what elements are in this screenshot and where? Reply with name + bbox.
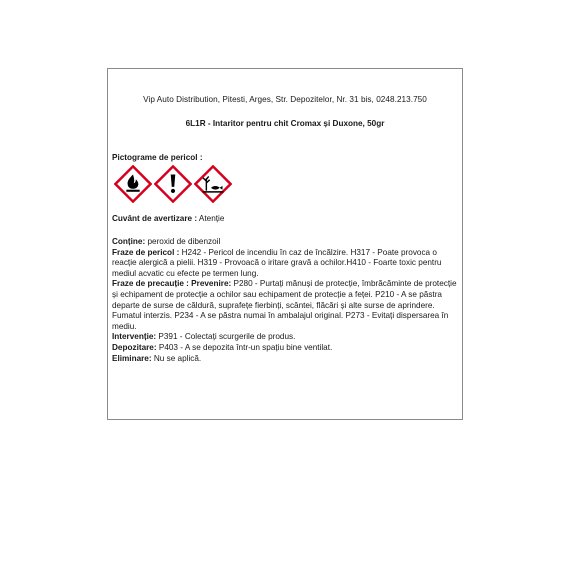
storage-statements (112, 343, 457, 354)
disposal-statements (112, 354, 457, 365)
intervention-label: Intervenție: (112, 332, 157, 342)
intervention-value: P391 - Colectați scurgerile de produs. (156, 332, 296, 342)
signal-word-label: Cuvânt de avertizare : (112, 214, 198, 223)
hazard-value: H242 - Pericol de incendiu în caz de încălzire. H317 - Poate provoca o reacție alergică a pielii. H319 - Provoacă o iritare gravă a ochilor.H410 - Foarte toxic pentru mediul acvatic cu efecte pe termen lung. (112, 247, 442, 278)
product-label (107, 68, 463, 420)
storage-value: P403 - A se depozita într-un spațiu bine ventilat. (156, 342, 333, 352)
contains-value: peroxid de dibenzoil (145, 237, 221, 246)
storage-label: Depozitare: (112, 342, 157, 352)
environment-icon (194, 165, 232, 203)
exclamation-icon (154, 165, 192, 203)
prevention-value: P280 - Purtați mănuși de protecție, îmbrăcăminte de protecție și echipament de protecție a ochilor sau echipament de protecție a feței. P210 - A se păstra departe de surse de căldură, suprafețe fierbinți, scântei, flăcări și alte surse de aprindere. Fumatul interzis. P234 - A se păstra numai în ambalajul original. P273 - Evitați dispersarea în mediu. (112, 279, 457, 331)
signal-word (112, 214, 457, 225)
hazard-statements (112, 248, 457, 280)
pictograms-heading: Pictograme de pericol : (112, 153, 203, 162)
disposal-value: Nu se aplică. (151, 353, 202, 363)
contains-label: Conține: (112, 237, 146, 246)
contains-line (112, 237, 457, 248)
flame-icon (114, 165, 152, 203)
prevention-statements (112, 279, 457, 332)
company-info: Vip Auto Distribution, Pitesti, Arges, Str. Depozitelor, Nr. 31 bis, 0248.213.750 (143, 95, 427, 104)
intervention-statements (112, 332, 457, 343)
prevention-label: Fraze de precauție : Prevenire: (112, 279, 232, 289)
disposal-label: Eliminare: (112, 353, 152, 363)
safety-section (112, 237, 457, 364)
product-title: 6L1R - Intaritor pentru chit Cromax și Duxone, 50gr (185, 119, 385, 128)
hazard-label: Fraze de pericol : (112, 247, 180, 257)
signal-word-value: Atenție (198, 214, 225, 223)
